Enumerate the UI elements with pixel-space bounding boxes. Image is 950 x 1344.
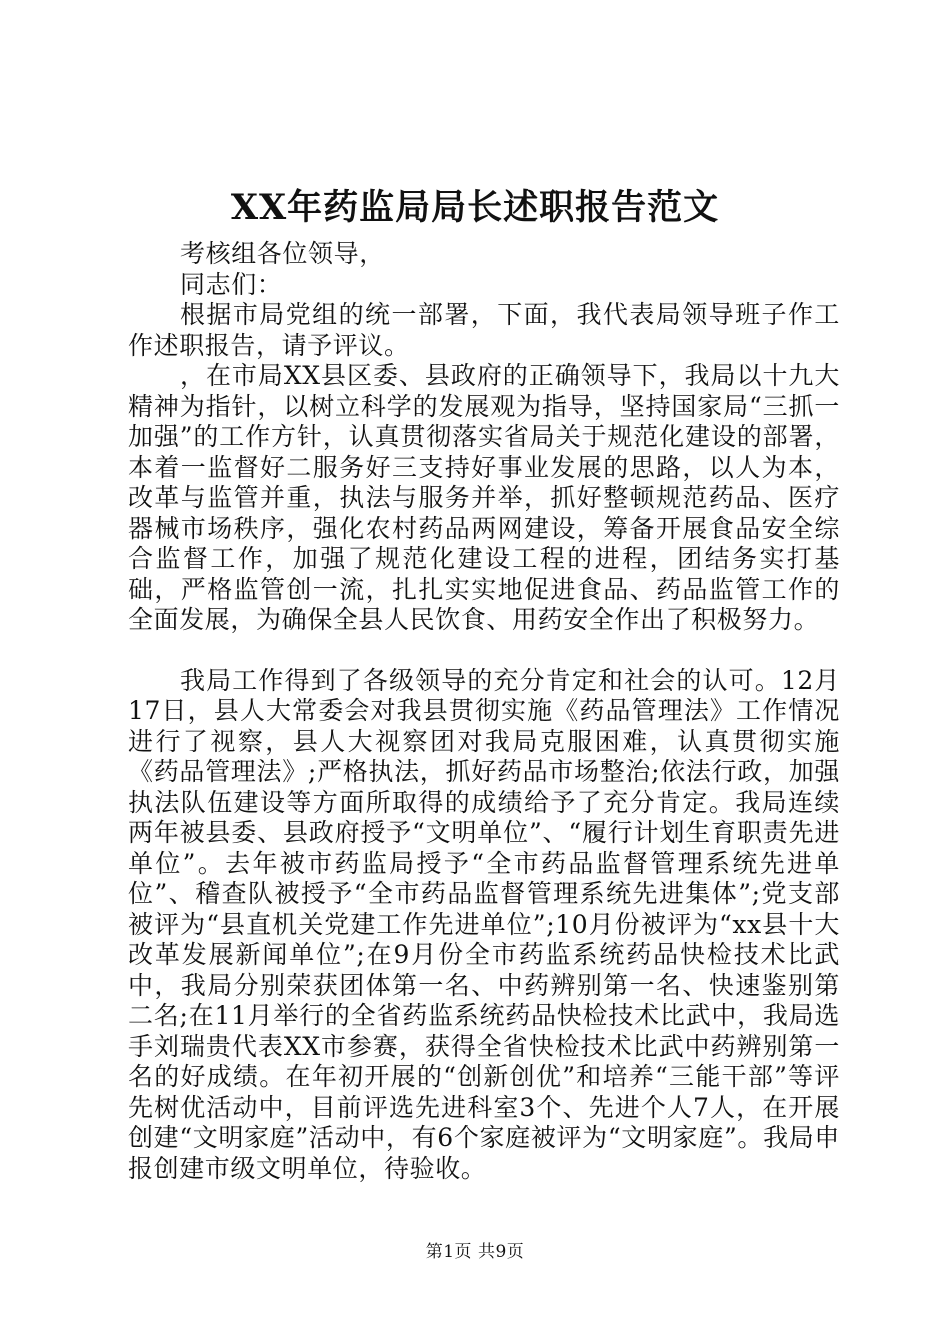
paragraph-2: ，在市局XX县区委、县政府的正确领导下，我局以十九大精神为指针，以树立科学的发展观为指导，坚持国家局“三抓一加强”的工作方针，认真贯彻落实省局关于规范化建设的部署，本着一监督好二服务好三支持好事业发展的思路，以人为本，改革与监管并重，执法与服务并举，抓好整顿规范药品、医疗器械市场秩序，强化农村药品两网建设，筹备开展食品安全综合监督工作，加强了规范化建设工程的进程，团结务实打基础，严格监管创一流，扎扎实实地促进食品、药品监管工作的全面发展，为确保全县人民饮食、用药安全作出了积极努力。 (128, 361, 840, 634)
page-footer: 第1页 共9页 (425, 1242, 525, 1262)
document-body (128, 239, 840, 1184)
paragraph-spacer (128, 636, 840, 666)
paragraph-3: 我局工作得到了各级领导的充分肯定和社会的认可。12月17日，县人大常委会对我县贯彻实施《药品管理法》工作情况进行了视察，县人大视察团对我局克服困难，认真贯彻实施《药品管理法》;严格执法，抓好药品市场整治;依法行政，加强执法队伍建设等方面所取得的成绩给予了充分肯定。我局连续两年被县委、县政府授予“文明单位”、“履行计划生育职责先进单位”。去年被市药监局授予“全市药品监督管理系统先进单位”、稽查队被授予“全市药品监督管理系统先进集体”;党支部被评为“县直机关党建工作先进单位”;10月份被评为“xx县十大改革发展新闻单位”;在9月份全市药监系统药品快检技术比武中，我局分别荣获团体第一名、中药辨别第一名、快速鉴别第二名;在11月举行的全省药监系统药品快检技术比武中，我局选手刘瑞贵代表XX市参赛，获得全省快检技术比武中药辨别第一名的好成绩。在年初开展的“创新创优”和培养“三能干部”等评先树优活动中，目前评选先进科室3个、先进个人7人，在开展创建“文明家庭”活动中，有6个家庭被评为“文明家庭”。我局申报创建市级文明单位，待验收。 (128, 665, 840, 1183)
document-title: XX年药监局局长述职报告范文 (230, 187, 720, 228)
salutation-line-2: 同志们： (180, 269, 283, 299)
paragraph-1: 根据市局党组的统一部署，下面，我代表局领导班子作工作述职报告，请予评议。 (128, 300, 840, 360)
salutation-line-1: 考核组各位领导， (180, 239, 385, 268)
